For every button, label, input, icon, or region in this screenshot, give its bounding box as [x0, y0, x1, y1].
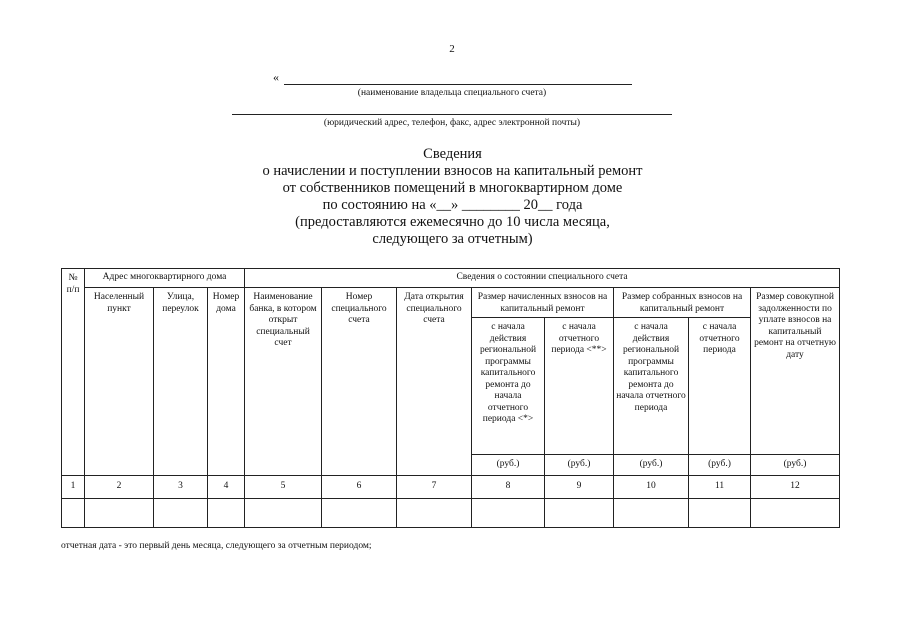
unit-cell: (руб.): [472, 455, 545, 476]
column-number: 12: [751, 476, 840, 499]
empty-cell: [751, 499, 840, 528]
header-row-number: № п/п: [62, 269, 85, 476]
header-debt: Размер совокупной задолженности по уплате взносов на капитальный ремонт на отчетную дату: [751, 288, 840, 455]
header-collected-group: Размер собранных взносов на капитальный ремонт: [614, 288, 751, 318]
column-number: 4: [208, 476, 245, 499]
heading-line-5: следующего за отчетным): [372, 231, 533, 247]
unit-cell: (руб.): [545, 455, 614, 476]
empty-cell: [545, 499, 614, 528]
empty-cell: [689, 499, 751, 528]
empty-cell: [85, 499, 154, 528]
heading-line-2: от собственников помещений в многоквартирном доме: [282, 180, 623, 196]
header-collected-since-start: с начала действия региональной программы капитального ремонта до начала отчетного периода: [614, 318, 689, 455]
unit-cell: (руб.): [614, 455, 689, 476]
header-house: Номер дома: [208, 288, 245, 476]
empty-cell: [245, 499, 322, 528]
owner-name-field: [262, 70, 632, 86]
heading-line-1: о начислении и поступлении взносов на капитальный ремонт: [262, 163, 643, 179]
heading-line-4: (предоставляются ежемесячно до 10 числа месяца,: [295, 214, 610, 230]
unit-cell: (руб.): [689, 455, 751, 476]
page-number: 2: [449, 43, 455, 55]
unit-cell: (руб.): [751, 455, 840, 476]
empty-cell: [62, 499, 85, 528]
column-number: 6: [322, 476, 397, 499]
owner-blank-line: [284, 84, 632, 85]
header-open-date: Дата открытия специального счета: [397, 288, 472, 476]
empty-cell: [614, 499, 689, 528]
header-bank: Наименование банка, в котором открыт специальный счет: [245, 288, 322, 476]
header-accrued-period: с начала отчетного периода <**>: [545, 318, 614, 455]
empty-cell: [322, 499, 397, 528]
table-row: [62, 499, 840, 528]
header-locality: Населенный пункт: [85, 288, 154, 476]
column-number: 2: [85, 476, 154, 499]
heading-title: Сведения: [423, 146, 482, 162]
address-blank-line: [232, 114, 672, 115]
header-collected-period: с начала отчетного периода: [689, 318, 751, 455]
empty-cell: [397, 499, 472, 528]
header-address-group: Адрес многоквартирного дома: [85, 269, 245, 288]
header-accrued-since-start: с начала действия региональной программы капитального ремонта до начала отчетного периода <*>: [472, 318, 545, 455]
document-heading: [200, 146, 705, 248]
empty-cell: [154, 499, 208, 528]
header-account-group: Сведения о состоянии специального счета: [245, 269, 840, 288]
column-number: 10: [614, 476, 689, 499]
address-caption: (юридический адрес, телефон, факс, адрес электронной почты): [323, 118, 581, 128]
column-number: 9: [545, 476, 614, 499]
empty-cell: [208, 499, 245, 528]
column-number: 3: [154, 476, 208, 499]
empty-cell: [472, 499, 545, 528]
column-number: 5: [245, 476, 322, 499]
column-number: 11: [689, 476, 751, 499]
report-table: [61, 268, 840, 528]
column-number: 1: [62, 476, 85, 499]
column-number: 8: [472, 476, 545, 499]
heading-line-3: по состоянию на «__» ________ 20__ года: [322, 197, 583, 213]
footnote: отчетная дата - это первый день месяца, следующего за отчетным периодом;: [61, 541, 372, 551]
owner-quote-mark: «: [273, 70, 279, 84]
header-street: Улица, переулок: [154, 288, 208, 476]
header-accrued-group: Размер начисленных взносов на капитальный ремонт: [472, 288, 614, 318]
owner-caption: (наименование владельца специального счета): [357, 88, 547, 98]
column-number: 7: [397, 476, 472, 499]
header-account-number: Номер специального счета: [322, 288, 397, 476]
